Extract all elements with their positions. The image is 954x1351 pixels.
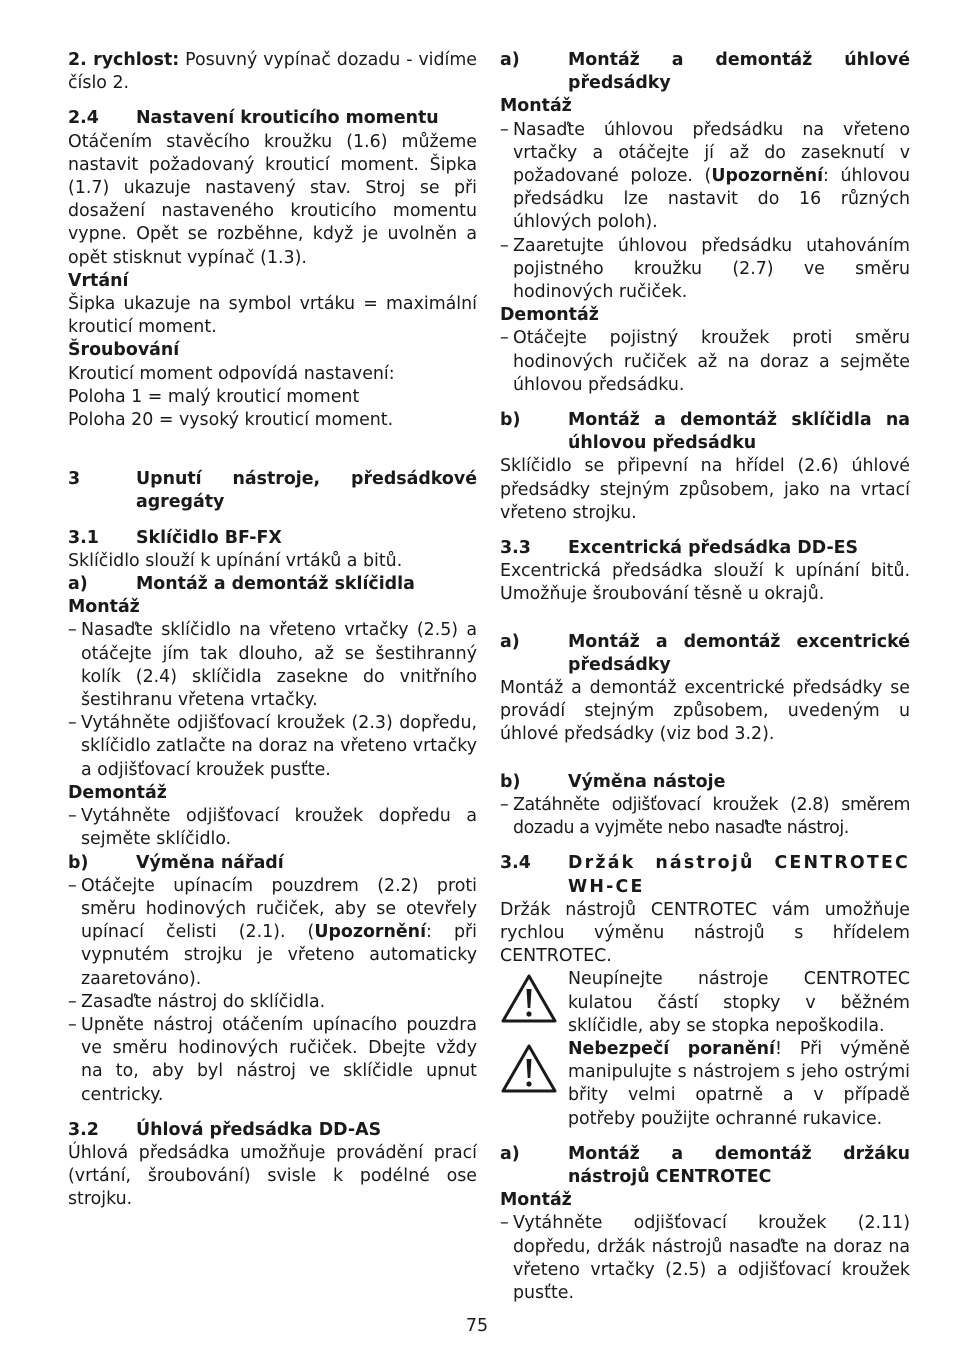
centrotec-paragraph: Držák nástrojů CENTROTEC vám umožňuje rychlou výměnu nástrojů s hřídelem CENTROTEC.	[500, 899, 910, 967]
warning-word: Nebezpečí poranění	[568, 1038, 775, 1059]
list-item-text	[513, 119, 910, 235]
list-item-text: Otáčejte pojistný kroužek proti směru hodinových ručiček až na doraz a sejměte úhlovou předsádku.	[513, 328, 910, 395]
list-text-part: Nasaďte úhlovou předsádku na vřeteno vrtačky a otáčejte jí až do zaseknutí v požadované poloze. (	[513, 119, 910, 187]
heading-3-3	[500, 537, 910, 560]
heading-number: a)	[500, 631, 520, 652]
heading-title: Montáž a demontáž sklíčidla na úhlovou předsádku	[568, 410, 910, 454]
warning-text: Neupínejte nástroje CENTROTEC kulatou částí stopky v běžném sklíčidle, aby se stopka nepoškodila.	[568, 969, 910, 1036]
list-item: – Zatáhněte odjišťovací kroužek (2.8) směrem dozadu a vyjměte nebo nasaďte nástroj.	[500, 794, 910, 840]
list-item: – Otáčejte upínacím pouzdrem (2.2) proti směru hodinových ručiček, aby se otevřely upínací čelisti (2.1). (Upozornění: při vypnutém strojku je vřeteno automaticky zaaretováno).	[68, 875, 477, 991]
list-item: – Nasaďte sklíčidlo na vřeteno vrtačky (2.5) a otáčejte jím tak dlouho, až se šestihranný kolík (2.4) sklíčidla zasekne do vnitřního šestihranu vřetena vrtačky.	[68, 619, 477, 712]
mounting-subheading: Montáž	[500, 1190, 572, 1211]
heading-3-2-b	[500, 409, 910, 455]
list-text-part: : úhlovou předsádku lze nastavit do 16 různých úhlových poloh).	[513, 166, 910, 233]
heading-number: b)	[500, 410, 521, 431]
right-column	[500, 49, 910, 1305]
warning-triangle-icon	[500, 968, 568, 1028]
screwing-line-2: Poloha 1 = malý krouticí moment	[68, 386, 360, 407]
heading-number: b)	[500, 771, 521, 792]
drilling-paragraph: Šipka ukazuje na symbol vrtáku = maximální krouticí moment.	[68, 294, 477, 338]
list-item: – Otáčejte pojistný kroužek proti směru hodinových ručiček až na doraz a sejměte úhlovou předsádku.	[500, 327, 910, 397]
heading-title: Montáž a demontáž úhlové předsádky	[568, 50, 910, 94]
heading-3-3-b	[500, 771, 910, 794]
chuck-paragraph: Sklíčidlo slouží k upínání vrtáků a bitů.	[68, 550, 403, 571]
warning-word: Upozornění	[314, 922, 427, 943]
warning-word: Upozornění	[711, 166, 824, 187]
heading-3	[68, 468, 477, 514]
list-item: – Vytáhněte odjišťovací kroužek (2.11) dopředu, držák nástrojů nasaďte na doraz na vřeteno vrtačky (2.5) a odjišťovací kroužek pusťte.	[500, 1212, 910, 1305]
list-item-text: Vytáhněte odjišťovací kroužek dopředu a sejměte sklíčidlo.	[81, 806, 477, 850]
eccentric-mount-paragraph: Montáž a demontáž excentrické předsádky se provádí stejným způsobem, uvedeným u úhlové předsádky (viz bod 3.2).	[500, 678, 910, 745]
heading-3-4	[500, 852, 910, 898]
left-column	[68, 49, 477, 1212]
heading-number: 3.3	[500, 538, 531, 559]
list-item-text: Upněte nástroj otáčením upínacího pouzdra ve směru hodinových ručiček. Dbejte vždy na to, aby byl nástroj ve sklíčidle upnut centricky.	[81, 1014, 477, 1105]
list-item-text: Zaaretujte úhlovou předsádku utahováním pojistného kroužku (2.7) ve směru hodinových ručiček.	[513, 235, 910, 303]
angle-attachment-paragraph: Úhlová předsádka umožňuje provádění prací (vrtání, šroubování) svisle k podélné ose strojku.	[68, 1142, 477, 1210]
torque-paragraph: Otáčením stavěcího kroužku (1.6) můžeme nastavit požadovaný krouticí moment. Šipka (1.7) ukazuje nastavený stav. Stroj se při dosažení nastaveného krouticího momentu vypne. Opět se rozběhne, když je uvolněn a opět stisknut vypínač (1.3).	[68, 131, 477, 268]
list-item-text: Vytáhněte odjišťovací kroužek (2.3) dopředu, sklíčidlo zatlačte na doraz na vřeteno vrtačky a odjišťovací kroužek pusťte.	[81, 713, 477, 780]
heading-number: a)	[68, 574, 88, 595]
list-item: – Vytáhněte odjišťovací kroužek (2.3) dopředu, sklíčidlo zatlačte na doraz na vřeteno vrtačky a odjišťovací kroužek pusťte.	[68, 712, 477, 782]
list-text-part: : při vypnutém strojku je vřeteno automaticky zaaretováno).	[81, 922, 477, 989]
heading-title: Úhlová předsádka DD-AS	[136, 1119, 382, 1140]
heading-title: Upnutí nástroje, předsádkové agregáty	[136, 469, 477, 513]
heading-number: 3.2	[68, 1119, 99, 1140]
list-item-text: Zasaďte nástroj do sklíčidla.	[81, 991, 326, 1012]
drilling-subheading: Vrtání	[68, 270, 129, 291]
heading-title: Nastavení krouticího momentu	[136, 108, 439, 129]
speed2-paragraph	[68, 49, 477, 95]
angle-chuck-paragraph: Sklíčidlo se připevní na hřídel (2.6) úhlové předsádky stejným způsobem, jako na vrtací vřeteno strojku.	[500, 456, 910, 523]
list-item-text: Vytáhněte odjišťovací kroužek (2.11) dopředu, držák nástrojů nasaďte na doraz na vřeteno vrtačky (2.5) a odjišťovací kroužek pusťte.	[513, 1213, 910, 1303]
heading-title: Výměna nástoje	[568, 771, 726, 792]
heading-3-2-a	[500, 49, 910, 95]
mounting-subheading: Montáž	[500, 96, 572, 117]
heading-title: Držák nástrojů CENTROTEC WH-CE	[568, 853, 910, 897]
heading-3-1	[68, 527, 477, 550]
heading-3-3-a	[500, 631, 910, 677]
dismounting-subheading: Demontáž	[68, 782, 167, 803]
heading-3-2	[68, 1119, 477, 1142]
screwing-line-3: Poloha 20 = vysoký krouticí moment.	[68, 410, 394, 431]
heading-number: 3	[68, 469, 81, 490]
list-item: – Zaaretujte úhlovou předsádku utahováním pojistného kroužku (2.7) ve směru hodinových ručiček.	[500, 235, 910, 305]
warning-triangle-icon	[500, 1038, 568, 1098]
list-text-part: Otáčejte upínacím pouzdrem (2.2) proti směru hodinových ručiček, aby se otevřely upínací čelisti (2.1). (	[81, 875, 477, 943]
warning-block	[500, 968, 910, 1038]
heading-3-1-a	[68, 573, 477, 596]
heading-title: Výměna nářadí	[136, 852, 284, 873]
list-item-text: Zatáhněte odjišťovací kroužek (2.8) směrem dozadu a vyjměte nebo nasaďte nástroj.	[513, 794, 910, 839]
screwing-subheading: Šroubování	[68, 340, 180, 361]
heading-3-4-a	[500, 1143, 910, 1189]
list-item: – Nasaďte úhlovou předsádku na vřeteno vrtačky a otáčejte jí až do zaseknutí v požadované poloze. (Upozornění: úhlovou předsádku lze nastavit do 16 různých úhlových poloh).	[500, 119, 910, 235]
heading-title: Montáž a demontáž excentrické předsádky	[568, 631, 910, 675]
heading-title: Excentrická předsádka DD-ES	[568, 538, 859, 559]
list-item: – Vytáhněte odjišťovací kroužek dopředu a sejměte sklíčidlo.	[68, 805, 477, 851]
speed2-text: Posuvný vypínač dozadu - vidíme číslo 2.	[68, 50, 477, 94]
heading-title: Montáž a demontáž držáku nástrojů CENTROTEC	[568, 1143, 910, 1187]
heading-number: 3.1	[68, 527, 99, 548]
heading-title: Montáž a demontáž sklíčidla	[136, 574, 415, 595]
screwing-line-1: Krouticí moment odpovídá nastavení:	[68, 363, 395, 384]
warning-text	[568, 1038, 910, 1131]
heading-title: Sklíčidlo BF-FX	[136, 527, 282, 548]
heading-number: a)	[500, 1143, 520, 1164]
heading-number: a)	[500, 50, 520, 70]
heading-2-4	[68, 107, 477, 130]
warning-block	[500, 1038, 910, 1131]
speed2-label: 2. rychlost:	[68, 50, 180, 70]
eccentric-paragraph: Excentrická předsádka slouží k upínání bitů. Umožňuje šroubování těsně u okrajů.	[500, 561, 910, 605]
mounting-subheading: Montáž	[68, 597, 140, 618]
heading-number: 3.4	[500, 853, 531, 874]
page-number: 75	[465, 1316, 489, 1336]
dismounting-subheading: Demontáž	[500, 305, 599, 326]
heading-number: 2.4	[68, 108, 99, 129]
list-item: – Zasaďte nástroj do sklíčidla.	[68, 991, 477, 1014]
warning-text-part: ! Při výměně manipulujte s nástrojem s jeho ostrými břity velmi opatrně a v případě potřeby použijte ochranné rukavice.	[568, 1038, 910, 1129]
list-item: – Upněte nástroj otáčením upínacího pouzdra ve směru hodinových ručiček. Dbejte vždy na to, aby byl nástroj ve sklíčidle upnut centricky.	[68, 1014, 477, 1107]
heading-number: b)	[68, 852, 89, 873]
list-item-text	[81, 875, 477, 991]
heading-3-1-b	[68, 852, 477, 875]
list-item-text: Nasaďte sklíčidlo na vřeteno vrtačky (2.5) a otáčejte jím tak dlouho, až se šestihranný kolík (2.4) sklíčidla zasekne do vnitřního šestihranu vřetena vrtačky.	[81, 620, 477, 711]
